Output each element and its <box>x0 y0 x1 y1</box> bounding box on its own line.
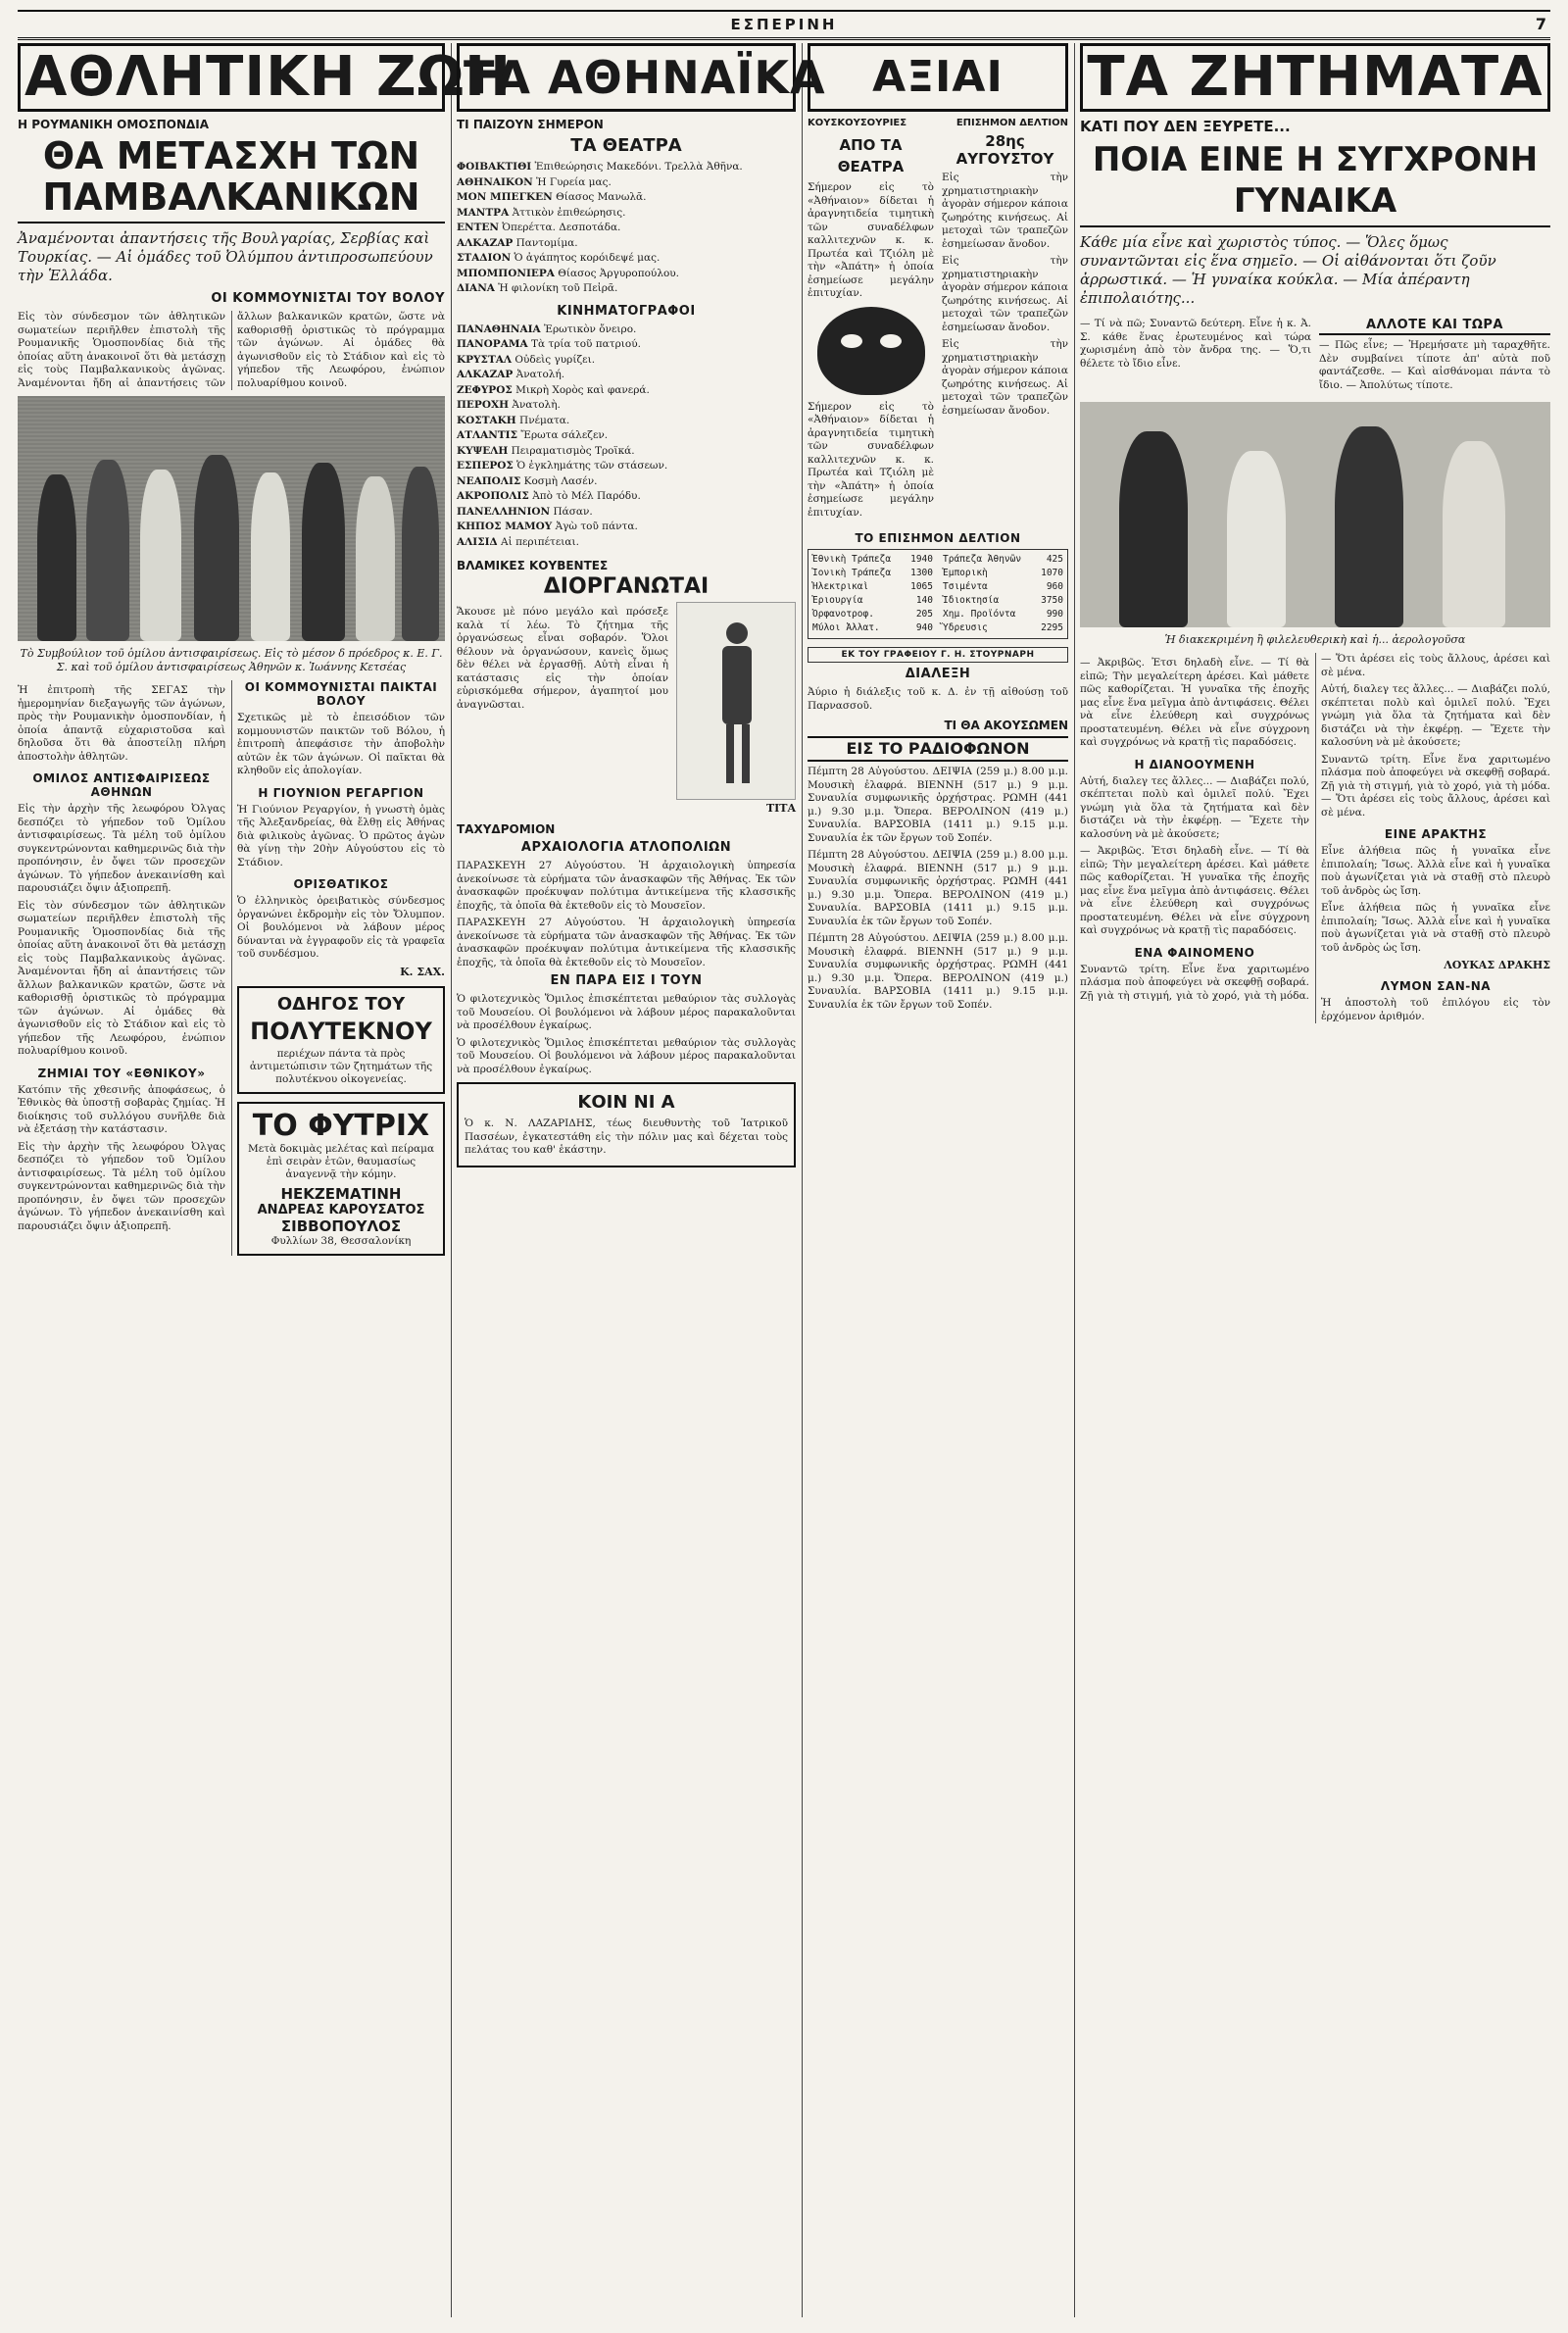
listing-desc: Αἱ περιπέτειαι. <box>501 535 579 548</box>
story-kicker: ΒΛΑΜΙΚΕΣ ΚΟΥΒΕΝΤΕΣ <box>457 559 609 572</box>
story-text: Εἶνε ἀλήθεια πῶς ἡ γυναῖκα εἶνε ἐπιπολαίη; Ἴσως. Ἀλλὰ εἶνε καὶ ἡ γυναῖκα ποὺ ἀγωνίζεται γιὰ νὰ σταθῇ στὸ πλευρὸ τοῦ ἀνδρὸς ὡς ἴση. <box>1321 845 1550 897</box>
sidebar-text: — Πῶς εἶνε; — Ἠρεμήσατε μὴ ταραχθῆτε. Δὲν συμβαίνει τίποτε ἀπ' αὐτὰ ποῦ φαντάζεσθε. — Καὶ αἰσθάνομαι πάντα τὸ ἴδιο. — Ἀπολύτως τίποτε. <box>1319 339 1550 391</box>
market-label: Χημ. Προϊόντα <box>943 609 1016 620</box>
story-text: Ὁ κ. Ν. ΛΑΖΑΡΙΔΗΣ, τέως διευθυντὴς τοῦ Ἰατρικοῦ Πασσέων, ἐγκατεστάθη εἰς τὴν πόλιν μας καὶ δέχεται τοὺς πελάτας του καθ' ἑκάστην. <box>465 1117 788 1156</box>
listing-item <box>457 161 796 174</box>
listing-item <box>457 384 796 398</box>
listing-name: ΠΑΝΟΡΑΜΑ <box>457 338 528 350</box>
story-text: Συναντῶ τρίτη. Εἶνε ἕνα χαριτωμένο πλάσμα ποὺ ἀποφεύγει νὰ σκεφθῇ σοβαρά. Ζῇ γιὰ τὴ στιγμή, γιὰ τὸ χορό, γιὰ τὴ μόδα. — Ὅτι ἀρέσει εἰς τοὺς ἄλλους, ἀρέσει καὶ σὲ μένα. <box>1321 753 1550 819</box>
listing-item <box>457 399 796 413</box>
listing-item <box>457 369 796 382</box>
story-text: Εἰς τὴν ἀρχὴν τῆς λεωφόρου Ὀλγας δεσπόζει τὸ γήπεδον τοῦ Ὁμίλου ἀντισφαιρίσεως. Τὰ μέλη τοῦ ὁμίλου συγκεντρώνονται καθημερινῶς διὰ τὴν προπόνησιν, ἐν ὄψει τῶν προσεχῶν ἀγώνων. Τὸ γήπεδον ἀνεκαινίσθη καὶ παρουσιάζει ὄψιν ἀξιοπρεπῆ. <box>18 803 225 894</box>
radio-text: Πέμπτη 28 Αὐγούστου. ΔΕΙΨΙΑ (259 μ.) 8.00 μ.μ. Μουσικὴ ἐλαφρά. ΒΙΕΝΝΗ (517 μ.) 9 μ.μ. Συναυλία συμφωνικῆς ὀρχήστρας. ΡΩΜΗ (441 μ.) 9.30 μ.μ. Ὄπερα. ΒΕΡΟΛΙΝΟΝ (419 μ.) Συναυλία. ΒΑΡΣΟΒΙΑ (1411 μ.) 9.15 μ.μ. Συναυλία ἐκ τῶν ἔργων τοῦ Σοπέν. <box>808 932 1068 1011</box>
story-text: Συναντῶ τρίτη. Εἶνε ἕνα χαριτωμένο πλάσμα ποὺ ἀποφεύγει νὰ σκεφθῇ σοβαρά. Ζῇ γιὰ τὴ στιγμή, γιὰ τὸ χορό, γιὰ τὴ μόδα. — Ὅτι ἀρέσει εἰς τοὺς ἄλλους, ἀρέσει καὶ σὲ μένα. <box>1080 653 1550 1002</box>
story-text: Αὐτή, διαλεγ τες ἄλλες... — Διαβάζει πολύ, σκέπτεται πολὺ καὶ ὁμιλεῖ πολύ. Ἔχει γνώμη γιὰ ὅλα τὰ ζητήματα καὶ δὲν διστάζει νὰ τὴν ἐκφέρῃ. — Ἔχετε τὴν καλοσύνη νὰ μὲ ἀκούσετε; <box>1321 683 1550 748</box>
listing-desc: Πειραματισμὸς Τροϊκά. <box>511 444 635 457</box>
photo-caption: Τὸ Συμβούλιον τοῦ ὁμίλου ἀντισφαιρίσεως. Εἰς τὸ μέσον δ πρόεδρος κ. Ε. Γ. Σ. καὶ τοῦ ὁμίλου ἀντισφαιρίσεως Ἀθηνῶν κ. Ἰωάννης Κετσέας <box>20 647 443 673</box>
story-text: Ὁ φιλοτεχνικὸς Ὅμιλος ἐπισκέπτεται μεθαύριον τὰς συλλογὰς τοῦ Μουσείου. Οἱ βουλόμενοι νὰ λάβουν μέρος παρακαλοῦνται νὰ προσέλθουν ἐγκαίρως. <box>457 1036 796 1075</box>
story-text: Ἄκουσε μὲ πόνο μεγάλο καὶ πρόσεξε καλὰ τί λέω. Τὸ ζήτημα τῆς ὀργανώσεως εἶναι σοβαρόν. Ὅλοι θέλουν νὰ ὀργανώσουν, κανεὶς ὅμως δὲν θέλει νὰ ἐργασθῇ. Αὐτὴ εἶναι ἡ κατάστασις εἰς τὴν ὁποίαν εὑρισκόμεθα σήμερον, ἀγαπητοί μου ἀναγνῶσται. <box>457 606 668 711</box>
listing-item <box>457 460 796 473</box>
story-text: Ὁ ἐλληνικὸς ὀρειβατικὸς σύνδεσμος ὀργανώνει ἐκδρομὴν εἰς τὸν Ὄλυμπον. Οἱ βουλόμενοι νὰ λάβουν μέρος δύνανται νὰ ἐγγραφοῦν εἰς τὰ γραφεῖα τοῦ συνδέσμου. <box>237 895 445 960</box>
story-head: ΔΙΟΡΓΑΝΩΤΑΙ <box>543 574 710 599</box>
sports-deck: Ἀναμένονται ἀπαντήσεις τῆς Βουλγαρίας, Σερβίας καὶ Τουρκίας. — Αἱ ὁμάδες τοῦ Ὀλύμπου ἀντιπροσωπεύουν τὴν Ἑλλάδα. <box>18 229 433 284</box>
market-table <box>808 549 1068 639</box>
listing-desc: Παντομίμα. <box>515 236 578 249</box>
market-value: 940 <box>915 622 933 633</box>
story-text: Ἡ Γιούνιον Ρεγαργίον, ἡ γνωστὴ ὁμὰς τῆς Ἀλεξανδρείας, θὰ ἔλθῃ εἰς Ἀθήνας διὰ φιλικοὺς ἀγῶνας. Ὁ πρῶτος ἀγὼν θὰ γίνῃ τὴν 20ὴν Αὐγούστου εἰς τὸ Στάδιον. <box>237 803 445 869</box>
market-label: Τράπεζα Ἀθηνῶν <box>943 554 1022 565</box>
ad-title-line1: ΟΔΗΓΟΣ ΤΟΥ <box>276 993 406 1015</box>
fashion-photo <box>1080 402 1550 627</box>
sports-headline: ΘΑ ΜΕΤΑΣΧΗ ΤΩΝ ΠΑΜΒΑΛΚΑΝΙΚΩΝ <box>18 135 445 223</box>
listing-item <box>457 237 796 251</box>
market-value: 1065 <box>910 581 933 592</box>
story-text: Ἡ ἐπιτροπὴ τῆς ΣΕΓΑΣ τὴν ἡμερομηνίαν διεξαγωγῆς τῶν ἀγώνων, πρὸς τὴν Ρουμανικὴν ὁμοσπονδίαν, ἡ ὁποία ἀπαντᾷ εὐχαριστοῦσα καὶ δηλοῦσα ὅτι θὰ ἀποστείλῃ πλήρη ἀποστολὴν ἀθλητῶν. <box>18 684 225 763</box>
issues-headline: ΠΟΙΑ ΕΙΝΕ Η ΣΥΓΧΡΟΝΗ ΓΥΝΑΙΚΑ <box>1080 139 1550 227</box>
column-rule <box>1074 43 1075 2317</box>
market-label: Ἠλεκτρικαὶ <box>812 581 869 592</box>
market-row <box>943 622 1063 634</box>
story-head: ΚΟΙΝ ΝΙ Α <box>577 1092 675 1113</box>
market-row <box>812 568 933 579</box>
notice-box <box>457 1082 796 1167</box>
listing-name: ΑΘΗΝΑΙΚΟΝ <box>457 175 533 188</box>
tennis-club-photo <box>18 396 445 641</box>
listing-desc: Ὁ ἐγκλημάτης τῶν στάσεων. <box>516 460 668 472</box>
athenian-column <box>457 43 826 2317</box>
market-label: Μύλοι Ἀλλατ. <box>812 622 880 633</box>
market-label: Ὕδρευσις <box>943 622 988 633</box>
listing-desc: Ἀνατολή. <box>515 369 565 380</box>
listing-item <box>457 415 796 428</box>
listing-name: ΕΝΤΕΝ <box>457 222 500 233</box>
issues-column <box>1080 43 1550 2317</box>
listing-name: ΝΕΑΠΟΛΙΣ <box>457 474 521 487</box>
cinema-listings <box>457 323 796 550</box>
values-top <box>808 130 1068 523</box>
listing-desc: Ἀττικὸν ἐπιθεώρησις. <box>512 206 626 219</box>
market-row <box>812 554 933 566</box>
listing-name: ΚΟΣΤΑΚΗ <box>457 414 516 426</box>
story-head: Η ΓΙΟΥΝΙΟΝ ΡΕΓΑΡΓΙΟΝ <box>258 785 424 800</box>
market-label: Ὀρφανοτροφ. <box>812 609 874 620</box>
story-head: ΖΗΜΙΑΙ ΤΟΥ «ΕΘΝΙΚΟΥ» <box>37 1066 206 1080</box>
story-head: Η ΔΙΑΝΟΟΥΜΕΝΗ <box>1134 757 1255 771</box>
listing-name: ΦΟΙΒΑΚΤΙΘΙ <box>457 161 532 173</box>
foot-text: Ἡ ἀποστολὴ τοῦ ἐπιλόγου εἰς τὸν ἐρχόμενον ἀριθμόν. <box>1321 997 1550 1022</box>
listing-item <box>457 207 796 221</box>
section-title-sports: ΑΘΛΗΤΙΚΗ ΖΩΗ <box>18 43 445 112</box>
listing-item <box>457 268 796 281</box>
ad-polyteknos <box>237 986 445 1094</box>
listing-name: ΑΤΛΑΝΤΙΣ <box>457 429 518 441</box>
issues-lower-columns <box>1080 653 1550 1023</box>
listing-item <box>457 323 796 337</box>
listing-desc: Ὀπερέττα. Δεσποτάδα. <box>502 222 621 233</box>
listing-desc: Πνέματα. <box>519 414 570 426</box>
caricature-sketch <box>676 602 796 800</box>
listing-desc: Πάσαν. <box>553 505 593 518</box>
theatre-notes <box>808 130 934 523</box>
market-notes <box>942 130 1068 523</box>
market-value: 205 <box>915 609 933 620</box>
story-text: Εἶνε ἀλήθεια πῶς ἡ γυναῖκα εἶνε ἐπιπολαίη; Ἴσως. Ἀλλὰ εἶνε καὶ ἡ γυναῖκα ποὺ ἀγωνίζεται γιὰ νὰ σταθῇ στὸ πλευρὸ τοῦ ἀνδρὸς ὡς ἴση. <box>1321 902 1550 954</box>
story-head: ΕΙΝΕ ΑΡΑΚΤΗΣ <box>1384 827 1488 841</box>
column-rule <box>451 43 452 2317</box>
cinema-head: ΚΙΝΗΜΑΤΟΓΡΑΦΟΙ <box>557 303 696 319</box>
issues-kicker: ΚΑΤΙ ΠΟΥ ΔΕΝ ΞΕΥΡΕΤΕ... <box>1080 118 1291 135</box>
story-text: ΠΑΡΑΣΚΕΥΗ 27 Αὐγούστου. Ἡ ἀρχαιολογικὴ ὑπηρεσία ἀνεκοίνωσε τὰ εὑρήματα τῶν ἀνασκαφῶν τῆς Ἀθήνας. Ἐκ τῶν ἀνασκαφῶν προέκυψαν πολύτιμα ἀντικείμενα τῆς κλασσικῆς ἐποχῆς, τὰ ὁποῖα θὰ ἐκτεθοῦν εἰς τὸ Μουσεῖον. <box>457 917 796 968</box>
market-value: 3750 <box>1041 595 1063 606</box>
listings-kicker: ΤΙ ΠΑΙΖΟΥΝ ΣΗΜΕΡΟΝ <box>457 118 604 131</box>
listing-desc: Ἐρωτικὸν ὄνειρο. <box>544 323 637 335</box>
listing-name: ΚΗΠΟΣ ΜΑΜΟΥ <box>457 521 553 532</box>
theatre-text: Σήμερον εἰς τὸ «Ἀθήναιον» δίδεται ἡ ἀραγνητιδεία τιμητικὴ τῶν συναδέλφων καλλιτεχνῶν κ. κ. Πρωτέα καὶ Τζιόλη μὲ τὴν «Ἀπάτη» ἡ ὁποία ἐσημείωσε μεγάλην ἐπιτυχίαν. <box>808 181 934 299</box>
story-text: — Ἀκριβῶς. Ἐτσι δηλαδὴ εἶνε. — Τί θὰ εἰπῶ; Τὴν μεγαλείτερη ἀρέσει. Καὶ μάθετε πῶς καθορίζεται. Ἡ γυναῖκα τῆς ἐποχῆς μας εἶνε ἕνα μεῖγμα ἀπὸ ἀντιφάσεις. Θέλει νὰ εἶνε ἐλεύθερη καὶ συγχρόνως προστατευμένη. Θέλει νὰ εἶνε σύγχρονη καὶ συγχρόνως νὰ κρατῇ τὶς παραδόσεις. <box>1080 845 1309 936</box>
story-text: Αὐτή, διαλεγ τες ἄλλες... — Διαβάζει πολύ, σκέπτεται πολὺ καὶ ὁμιλεῖ πολύ. Ἔχει γνώμη γιὰ ὅλα τὰ ζητήματα καὶ δὲν διστάζει νὰ τὴν ἐκφέρῃ. — Ἔχετε τὴν καλοσύνη νὰ μὲ ἀκούσετε; <box>1080 774 1309 840</box>
listing-desc: Ἀπὸ τὸ Μέλ Παρόδυ. <box>532 490 641 502</box>
story-text: Σχετικῶς μὲ τὸ ἐπεισόδιον τῶν κομμουνιστῶν παικτῶν τοῦ Βόλου, ἡ ἐπιτροπὴ ἀπεφάσισε τὴν ἀποβολὴν αὐτῶν ἐκ τῶν ἀγώνων. Οἱ παῖκται θὰ κληθοῦν εἰς ἀπολογίαν. <box>237 712 445 776</box>
photo-caption: Ἡ διακεκριμένη ἢ φιλελευθερικὴ καὶ ἡ... ἀερολογοῦσα <box>1164 633 1466 646</box>
listing-item <box>457 338 796 352</box>
listing-item <box>457 490 796 504</box>
market-label: Ἐμπορικὴ <box>943 568 988 578</box>
market-row <box>812 609 933 620</box>
market-value: 1300 <box>910 568 933 578</box>
radio-text: Πέμπτη 28 Αὐγούστου. ΔΕΙΨΙΑ (259 μ.) 8.00 μ.μ. Μουσικὴ ἐλαφρά. ΒΙΕΝΝΗ (517 μ.) 9 μ.μ. Συναυλία συμφωνικῆς ὀρχήστρας. ΡΩΜΗ (441 μ.) 9.30 μ.μ. Ὄπερα. ΒΕΡΟΛΙΝΟΝ (419 μ.) Συναυλία. ΒΑΡΣΟΒΙΑ (1411 μ.) 9.15 μ.μ. Συναυλία ἐκ τῶν ἔργων τοῦ Σοπέν. <box>808 766 1068 844</box>
market-label: Ἐθνικὴ Τράπεζα <box>812 554 892 565</box>
lecture-text: Ἀύριο ἡ διάλεξις τοῦ κ. Δ. ἐν τῇ αἰθούσῃ τοῦ Παρνασσοῦ. <box>808 686 1068 712</box>
listing-name: ΖΕΦΥΡΟΣ <box>457 383 513 396</box>
listing-name: ΑΛΙΣΙΔ <box>457 535 498 548</box>
listing-desc: Θίασος Ἀργυροπούλου. <box>558 267 680 279</box>
story-head: ΕΝ ΠΑΡΑ ΕΙΣ Ι ΤΟΥΝ <box>550 973 703 988</box>
ad-text: περιέχων πάντα τὰ πρὸς ἀντιμετώπισιν τῶν ζητημάτων τῆς πολυτέκνου οἰκογενείας. <box>249 1047 433 1085</box>
radio-text: Πέμπτη 28 Αὐγούστου. ΔΕΙΨΙΑ (259 μ.) 8.00 μ.μ. Μουσικὴ ἐλαφρά. ΒΙΕΝΝΗ (517 μ.) 9 μ.μ. Συναυλία συμφωνικῆς ὀρχήστρας. ΡΩΜΗ (441 μ.) 9.30 μ.μ. Ὄπερα. ΒΕΡΟΛΙΝΟΝ (419 μ.) Συναυλία. ΒΑΡΣΟΒΙΑ (1411 μ.) 9.15 μ.μ. Συναυλία ἐκ τῶν ἔργων τοῦ Σοπέν. <box>808 849 1068 927</box>
market-value: 990 <box>1046 609 1063 620</box>
section-title-values: ΑΞΙΑΙ <box>808 43 1068 112</box>
listing-item <box>457 506 796 520</box>
ad-name: ΑΝΔΡΕΑΣ ΚΑΡΟΥΣΑΤΟΣ <box>257 1202 425 1217</box>
issues-deck: Κάθε μία εἶνε καὶ χωριστὸς τύπος. — Ὅλες ὅμως συναντῶνται εἰς ἕνα σημεῖο. — Οἱ αἰθάνονται ὅτι ζοῦν ἀρρωστικά. — Ἡ γυναίκα κούκλα. — Μία ἀπέραντη ἐπιπολαιότης... <box>1080 233 1496 307</box>
values-kickers <box>808 112 1068 130</box>
listing-desc: Ἡ Γυρεία μας. <box>536 175 612 188</box>
market-value: 1070 <box>1041 568 1063 578</box>
market-value: 140 <box>915 595 933 606</box>
date-head: 28ης ΑΥΓΟΥΣΤΟΥ <box>956 132 1054 168</box>
story-signature: ΤΙΤΑ <box>765 802 796 815</box>
market-text: Εἰς τὴν χρηματιστηριακὴν ἀγορὰν σήμερον κάποια ζωηρότης κινήσεως. Αἱ μετοχαὶ τῶν τραπεζῶν ἐσημείωσαν ἄνοδον. <box>942 255 1068 333</box>
listing-name: ΑΚΡΟΠΟΛΙΣ <box>457 490 529 502</box>
story-head: ΟΜΙΛΟΣ ΑΝΤΙΣΦΑΙΡΙΣΕΩΣ ΑΘΗΝΩΝ <box>32 771 211 799</box>
theatre-listings <box>457 161 796 296</box>
sidebar-head: ΑΛΛΟΤΕ ΚΑΙ ΤΩΡΑ <box>1319 318 1550 335</box>
listing-name: ΔΙΑΝΑ <box>457 282 495 294</box>
story-with-sketch <box>457 602 796 800</box>
story-text: Εἰς τὸν σύνδεσμον τῶν ἀθλητικῶν σωματείων περιῆλθεν ἐπιστολὴ τῆς Ρουμανικῆς Ὁμοσπονδίας διὰ τῆς ὁποίας αὕτη ἀνακοινοῖ ὅτι θὰ μετάσχῃ εἰς τοὺς Παμβαλκανικοὺς ἀγῶνας. Ἀναμένονται ἤδη αἱ ἀπαντήσεις τῶν ἄλλων βαλκανικῶν κρατῶν, ὥστε νὰ καθορισθῇ ὁριστικῶς τὸ πρόγραμμα τῶν ἀγώνων. Αἱ ὁμάδες θὰ ἀγωνισθοῦν εἰς τὸ Στάδιον καὶ εἰς τὸ γήπεδον τῆς Λεωφόρου, ἐνώπιον πολυαρίθμου κοινοῦ. <box>18 311 445 389</box>
listing-desc: Τὰ τρία τοῦ πατριού. <box>530 338 641 350</box>
market-label: Τσιμέντα <box>943 581 988 592</box>
story-kicker: ΤΑΧΥΔΡΟΜΙΟΝ <box>457 822 556 836</box>
listing-item <box>457 252 796 266</box>
story-head: ΕΝΑ ΦΑΙΝΟΜΕΝΟ <box>1134 945 1255 960</box>
listing-name: ΑΛΚΑΖΑΡ <box>457 236 514 249</box>
ad-name: ΣΙΒΒΟΠΟΥΛΟΣ <box>280 1216 402 1235</box>
story-head: ΟΙ ΚΟΜΜΟΥΝΙΣΤΑΙ ΠΑΙΚΤΑΙ ΒΟΛΟΥ <box>244 680 438 708</box>
sports-lower-columns <box>18 680 445 1256</box>
story-text: Ὁ φιλοτεχνικὸς Ὅμιλος ἐπισκέπτεται μεθαύριον τὰς συλλογὰς τοῦ Μουσείου. Οἱ βουλόμενοι νὰ λάβουν μέρος παρακαλοῦνται νὰ προσέλθουν ἐγκαίρως. <box>457 993 796 1031</box>
listing-item <box>457 429 796 443</box>
listing-name: ΠΑΝΑΘΗΝΑΙΑ <box>457 323 541 335</box>
radio-head: ΕΙΣ ΤΟ ΡΑΔΙΟΦΩΝΟΝ <box>808 736 1068 762</box>
page-number: 7 <box>1535 15 1546 33</box>
foot-head: ΛΥΜΟΝ ΣΑΝ-ΝΑ <box>1380 979 1492 993</box>
listing-item <box>457 222 796 235</box>
listing-item <box>457 475 796 489</box>
market-text: Εἰς τὴν χρηματιστηριακὴν ἀγορὰν σήμερον κάποια ζωηρότης κινήσεως. Αἱ μετοχαὶ τῶν τραπεζῶν ἐσημείωσαν ἄνοδον. <box>942 338 1068 417</box>
story-text: — Ἀκριβῶς. Ἐτσι δηλαδὴ εἶνε. — Τί θὰ εἰπῶ; Τὴν μεγαλείτερη ἀρέσει. Καὶ μάθετε πῶς καθορίζεται. Ἡ γυναῖκα τῆς ἐποχῆς μας εἶνε ἕνα μεῖγμα ἀπὸ ἀντιφάσεις. Θέλει νὰ εἶνε ἐλεύθερη καὶ συγχρόνως προστατευμένη. Θέλει νὰ εἶνε σύγχρονη καὶ συγχρόνως νὰ κρατῇ τὶς παραδόσεις. <box>1080 657 1309 748</box>
sidebar <box>1319 314 1550 396</box>
kicker-left: ΚΟΥΣΚΟΥΣΟΥΡΙΕΣ <box>808 118 907 128</box>
listing-name: ΚΥΨΕΛΗ <box>457 444 509 457</box>
listing-desc: Κοσμὴ Λασέν. <box>523 474 598 487</box>
ad-product: ΗΕΚΖΕΜΑΤΙΝΗ <box>280 1184 402 1203</box>
story-head: ΑΡΧΑΙΟΛΟΓΙΑ ΑΤΛΟΠΟΛΙΩΝ <box>520 840 732 855</box>
listing-name: ΜΟΝ ΜΠΕΓΚΕΝ <box>457 191 553 203</box>
market-text: Εἰς τὴν χρηματιστηριακὴν ἀγορὰν σήμερον κάποια ζωηρότης κινήσεως. Αἱ μετοχαὶ τῶν τραπεζῶν ἐσημείωσαν ἄνοδον. <box>942 172 1068 250</box>
story-signature: ΛΟΥΚΑΣ ΔΡΑΚΗΣ <box>1444 959 1550 971</box>
column-rule <box>802 43 803 2317</box>
listing-name: ΕΣΠΕΡΟΣ <box>457 460 514 472</box>
issues-top <box>1080 314 1550 396</box>
listing-name: ΜΑΝΤΡΑ <box>457 206 510 219</box>
ad-address: Φυλλίων 38, Θεσσαλονίκη <box>270 1234 412 1247</box>
sports-kicker: Η ΡΟΥΜΑΝΙΚΗ ΟΜΟΣΠΟΝΔΙΑ <box>18 118 210 131</box>
market-value: 2295 <box>1041 622 1063 633</box>
listing-desc: Ὁ ἀγάπητος κορόιδεψέ μας. <box>514 252 661 264</box>
market-label: Ἰδιοκτησία <box>943 595 1000 606</box>
theatre-mask-icon <box>817 307 925 395</box>
listing-item <box>457 191 796 205</box>
listing-item <box>457 536 796 550</box>
market-label: Ἰονικὴ Τράπεζα <box>812 568 892 578</box>
ad-title-line2: ΠΟΛΥΤΕΚΝΟΥ <box>250 1017 432 1045</box>
story-text: Εἰς τὸν σύνδεσμον τῶν ἀθλητικῶν σωματείων περιῆλθεν ἐπιστολὴ τῆς Ρουμανικῆς Ὁμοσπονδίας διὰ τῆς ὁποίας αὕτη ἀνακοινοῖ ὅτι θὰ μετάσχῃ εἰς τοὺς Παμβαλκανικοὺς ἀγῶνας. Ἀναμένονται ἤδη αἱ ἀπαντήσεις τῶν ἄλλων βαλκανικῶν κρατῶν, ὥστε νὰ καθορισθῇ ὁριστικῶς τὸ πρόγραμμα τῶν ἀγώνων. Αἱ ὁμάδες θὰ ἀγωνισθοῦν εἰς τὸ Στάδιον καὶ εἰς τὸ γήπεδον τῆς Λεωφόρου, ἐνώπιον πολυαρίθμου κοινοῦ. <box>18 899 225 1057</box>
ad-fytrix <box>237 1102 445 1256</box>
market-value: 960 <box>1046 581 1063 592</box>
listing-name: ΑΛΚΑΖΑΡ <box>457 369 514 380</box>
listing-name: ΜΠΟΜΠΟΝΙΕΡΑ <box>457 267 555 279</box>
listing-name: ΚΡΥΣΤΑΛ <box>457 353 513 366</box>
market-value: 1940 <box>910 554 933 565</box>
section-title-athenian: ΤΑ ΑΘΗΝΑΪΚΑ <box>457 43 796 112</box>
story-signature: Κ. ΣΑΧ. <box>400 965 445 978</box>
listing-item <box>457 354 796 368</box>
kicker-right: ΕΠΙΣΗΜΟΝ ΔΕΛΤΙΟΝ <box>956 118 1068 128</box>
lecture-head: ΔΙΑΛΕΞΗ <box>905 667 971 681</box>
listing-desc: Ἡ φιλονίκη τοῦ Πεἰρᾶ. <box>498 282 618 294</box>
theatre-text: Σήμερον εἰς τὸ «Ἀθήναιον» δίδεται ἡ ἀραγνητιδεία τιμητικὴ τῶν συναδέλφων καλλιτεχνῶν κ. κ. Πρωτέα καὶ Τζιόλη μὲ τὴν «Ἀπάτη» ἡ ὁποία ἐσημείωσε μεγάλην ἐπιτυχίαν. <box>808 400 934 519</box>
listing-desc: Θίασος Μανωλᾶ. <box>556 191 647 203</box>
market-value: 425 <box>1046 554 1063 565</box>
listing-name: ΠΑΝΕΛΛΗΝΙΟΝ <box>457 505 551 518</box>
market-row <box>943 581 1063 593</box>
ad-text: Μετὰ δοκιμὰς μελέτας καὶ πείραμα ἐπὶ σειρὰν ἐτῶν, θαυμασίως ἀναγεννᾷ τὴν κόμην. <box>247 1142 435 1180</box>
ad-title: ΤΟ ΦΥΤΡΙΧ <box>252 1108 430 1143</box>
story-text: ΠΑΡΑΣΚΕΥΗ 27 Αὐγούστου. Ἡ ἀρχαιολογικὴ ὑπηρεσία ἀνεκοίνωσε τὰ εὑρήματα τῶν ἀνασκαφῶν τῆς Ἀθήνας. Ἐκ τῶν ἀνασκαφῶν προέκυψαν πολύτιμα ἀντικείμενα τῆς κλασσικῆς ἐποχῆς, τὰ ὁποῖα θὰ ἐκτεθοῦν εἰς τὸ Μουσεῖον. <box>457 860 796 912</box>
listing-desc: Ἀνατολὴ. <box>512 399 561 411</box>
masthead <box>18 10 1550 40</box>
listing-desc: Ἐπιθεώρησις Μακεδόνι. Τρελλὰ Ἀθῆνα. <box>534 161 743 173</box>
story-text: — Τί νὰ πῶ; Συναντῶ δεύτερη. Εἶνε ἡ κ. Ἀ. Σ. κάθε ἕνας ἐρωτευμένος καὶ τώρα χωρισμένη ἀπὸ τὸν ἄνδρα της. — Ὅ,τι θέλετε τὸ ἴδιο εἶνε. <box>1080 318 1311 370</box>
listing-item <box>457 176 796 190</box>
table-foot: ΕΚ ΤΟΥ ΓΡΑΦΕΙΟΥ Γ. Η. ΣΤΟΥΡΝΑΡΗ <box>808 647 1068 663</box>
listing-name: ΠΕΡΟΧΗ <box>457 399 510 411</box>
market-row <box>943 554 1063 566</box>
theatre-head: ΤΑ ΘΕΑΤΡΑ <box>570 135 682 156</box>
market-row <box>812 581 933 593</box>
story-text: Εἰς τὴν ἀρχὴν τῆς λεωφόρου Ὀλγας δεσπόζει τὸ γήπεδον τοῦ Ὁμίλου ἀντισφαιρίσεως. Τὰ μέλη τοῦ ὁμίλου συγκεντρώνονται καθημερινῶς διὰ τὴν προπόνησιν, ἐν ὄψει τῶν προσεχῶν ἀγώνων. Τὸ γήπεδον ἀνεκαινίσθη καὶ παρουσιάζει ὄψιν ἀξιοπρεπῆ. <box>18 1140 225 1232</box>
listing-desc: Μικρὴ Χορὸς καὶ φανερά. <box>515 383 650 396</box>
story-head: ΟΙ ΚΟΜΜΟΥΝΙΣΤΑΙ ΤΟΥ ΒΟΛΟΥ <box>211 291 445 306</box>
market-row <box>943 568 1063 579</box>
market-label: Ἐριουργία <box>812 595 863 606</box>
listing-desc: Ἔρωτα σάλεζεν. <box>520 429 609 441</box>
story-text: Κατόπιν τῆς χθεσινῆς ἀποφάσεως, ὁ Ἐθνικὸς θὰ ὑποστῇ σοβαρὰς ζημίας. Ἡ διοίκησις τοῦ συλλόγου συνῆλθε διὰ νὰ ἐξετάσῃ τὴν κατάστασιν. <box>18 1083 225 1135</box>
listing-desc: Οὐδεὶς γυρίζει. <box>514 353 596 366</box>
market-row <box>943 609 1063 620</box>
section-title-issues: ΤΑ ΖΗΤΗΜΑΤΑ <box>1080 43 1550 112</box>
theatre-head: ΑΠΟ ΤΑ ΘΕΑΤΡΑ <box>837 136 905 175</box>
listing-desc: Ἀγὼ τοῦ πάντα. <box>555 521 638 532</box>
values-column <box>808 43 1068 2317</box>
listing-name: ΣΤΑΔΙΟΝ <box>457 252 512 264</box>
listing-item <box>457 521 796 534</box>
newspaper-name: ΕΣΠΕΡΙΝΗ <box>719 16 850 33</box>
story-head: ΟΡΙΣΘΑΤΙΚΟΣ <box>293 877 389 891</box>
market-row <box>943 595 1063 607</box>
radio-kicker: ΤΙ ΘΑ ΑΚΟΥΣΩΜΕΝ <box>944 719 1068 732</box>
market-row <box>812 622 933 634</box>
listing-item <box>457 445 796 459</box>
table-head: ΤΟ ΕΠΙΣΗΜΟΝ ΔΕΛΤΙΟΝ <box>855 531 1021 545</box>
listing-item <box>457 282 796 296</box>
market-row <box>812 595 933 607</box>
